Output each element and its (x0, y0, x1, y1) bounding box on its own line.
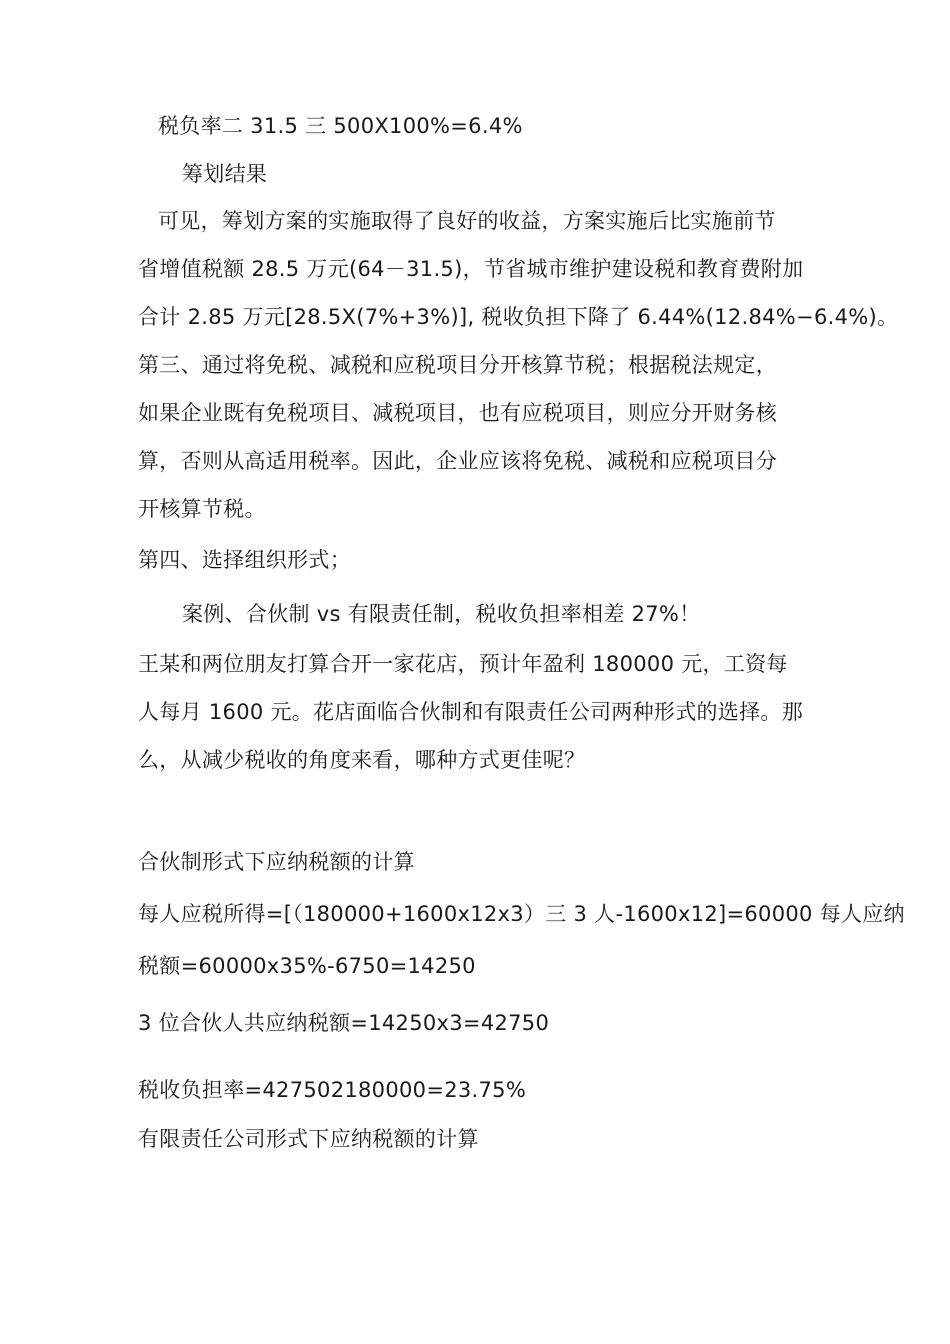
text-line: 3 位合伙人共应纳税额=14250x3=42750 (138, 1011, 550, 1035)
text-line: 税收负担率=427502180000=23.75% (138, 1078, 527, 1102)
text-line: 合计 2.85 万元[28.5X(7%+3%)], 税收负担下降了 6.44%(12.84%−6.4%)。 (138, 305, 899, 329)
text-line: 案例、合伙制 vs 有限责任制，税收负担率相差 27%！ (182, 602, 701, 626)
text-line: 如果企业既有免税项目、减税项目，也有应税项目，则应分开财务核 (138, 401, 777, 425)
text-line: 税额=60000x35%-6750=14250 (138, 954, 476, 978)
section-heading: 合伙制形式下应纳税额的计算 (138, 850, 415, 874)
section-heading: 第四、选择组织形式； (138, 548, 351, 572)
text-line: 算，否则从高适用税率。因此，企业应该将免税、减税和应税项目分 (138, 449, 777, 473)
text-line: 么，从减少税收的角度来看，哪种方式更佳呢？ (138, 748, 586, 772)
text-line: 税负率二 31.5 三 500X100%=6.4% (158, 114, 523, 138)
text-line: 开核算节税。 (138, 497, 266, 521)
section-heading: 筹划结果 (182, 162, 268, 186)
text-line: 王某和两位朋友打算合开一家花店，预计年盈利 180000 元，工资每 (138, 652, 788, 676)
text-line: 每人应税所得=[（180000+1600x12x3）三 3 人-1600x12]=60000 每人应纳 (138, 902, 905, 926)
text-line: 可见，筹划方案的实施取得了良好的收益，方案实施后比实施前节 (158, 209, 776, 233)
section-heading: 有限责任公司形式下应纳税额的计算 (138, 1127, 479, 1151)
text-line: 第三、通过将免税、减税和应税项目分开核算节税；根据税法规定， (138, 353, 777, 377)
text-line: 人每月 1600 元。花店面临合伙制和有限责任公司两种形式的选择。那 (138, 700, 803, 724)
text-line: 省增值税额 28.5 万元(64－31.5)，节省城市维护建设税和教育费附加 (138, 257, 804, 281)
